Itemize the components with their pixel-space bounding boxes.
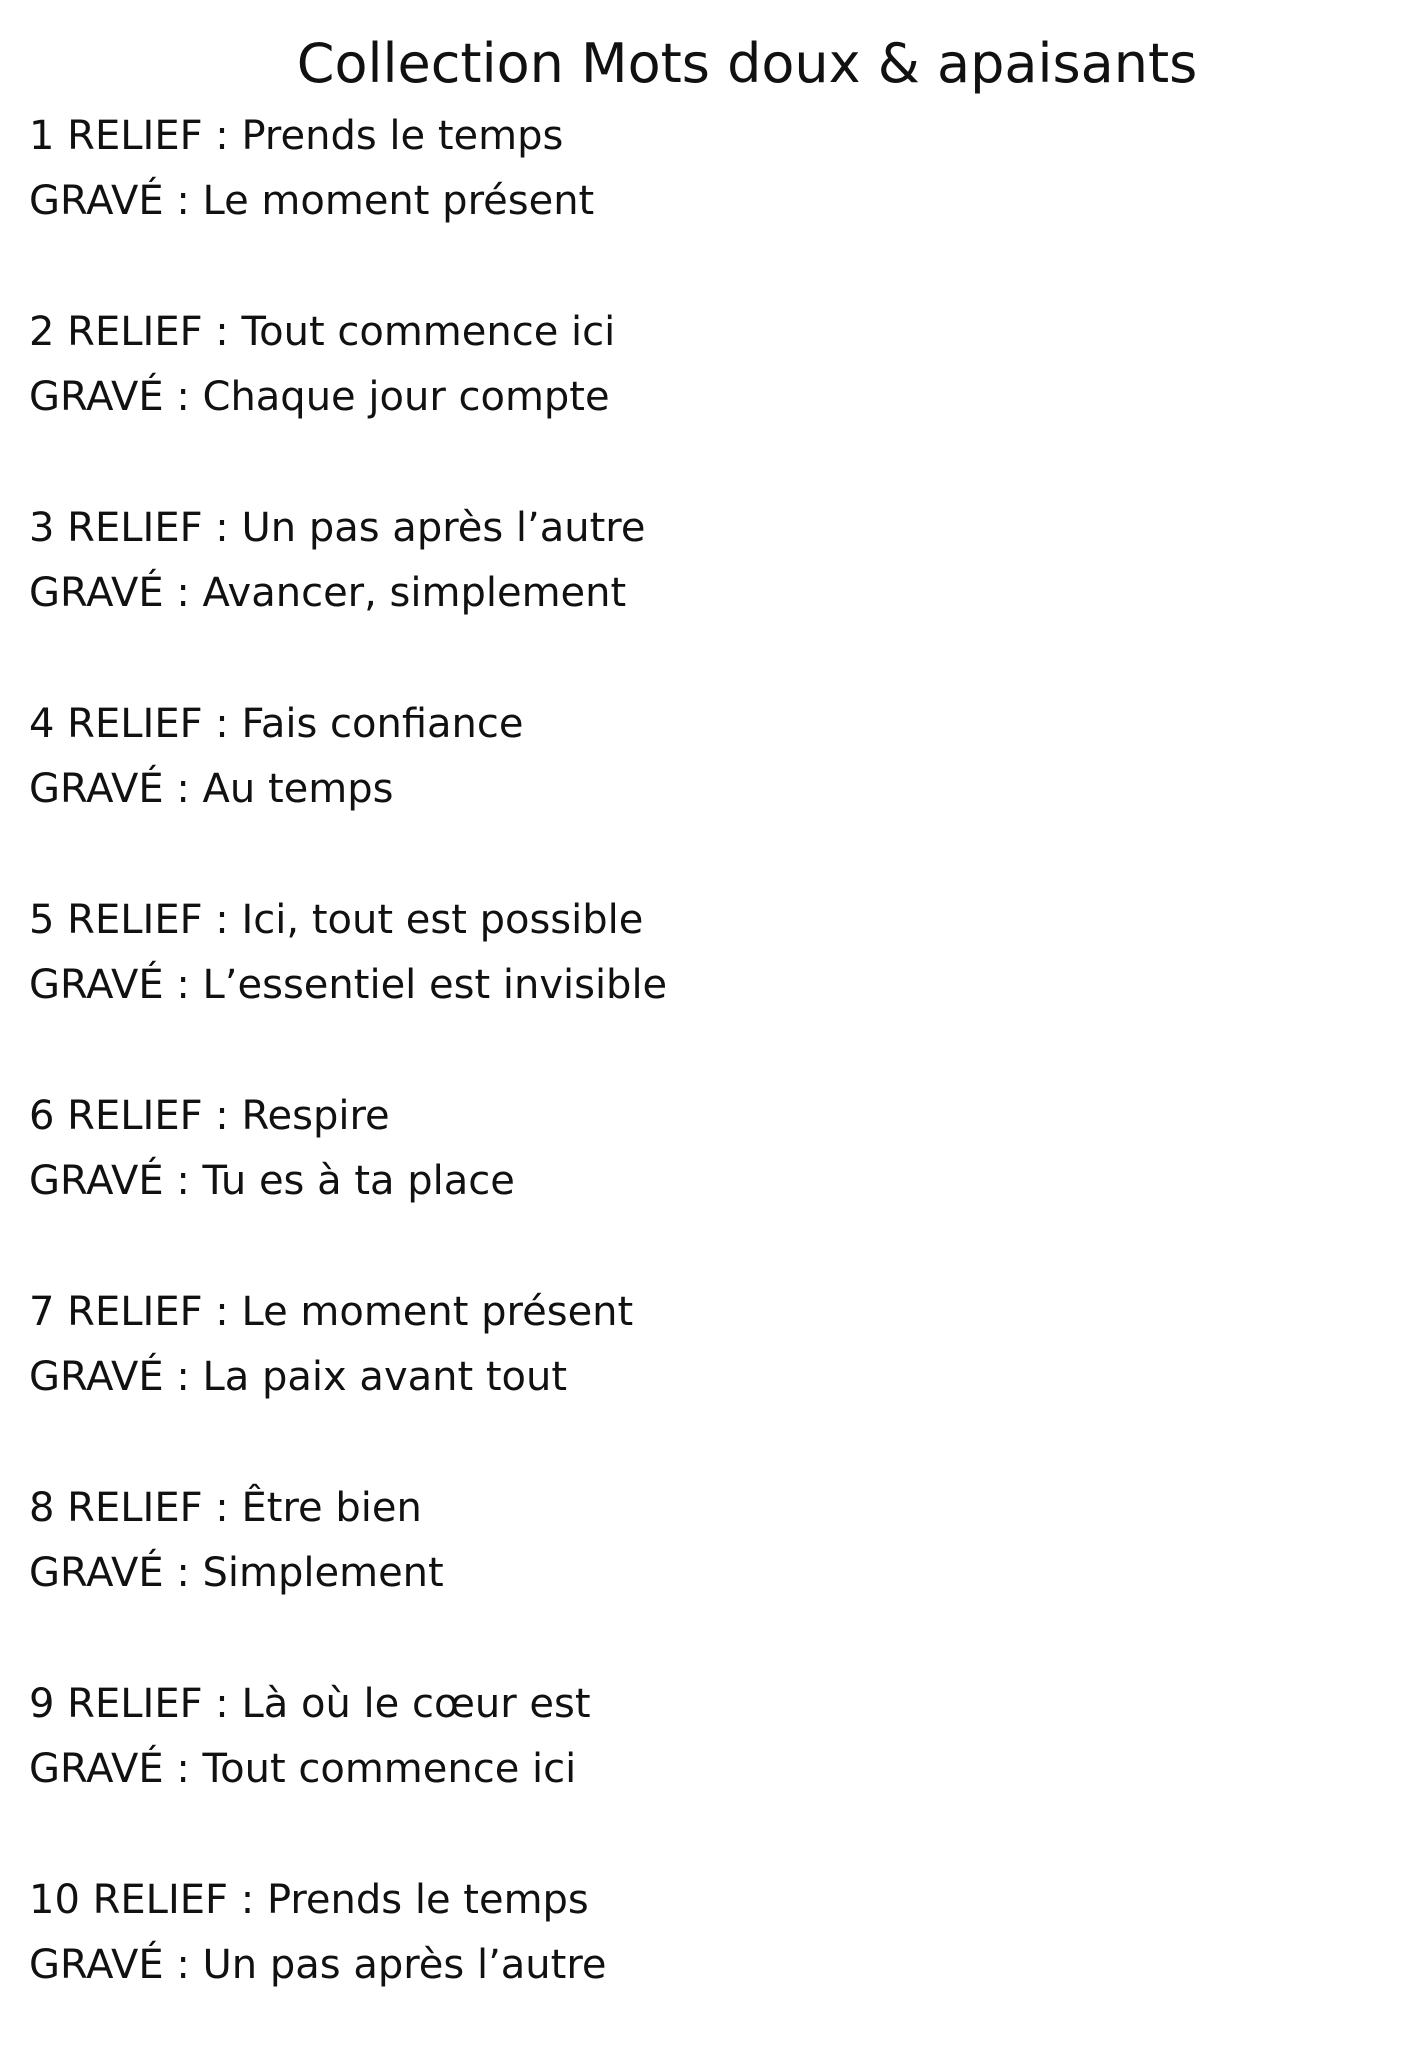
grave-text: GRAVÉ : Tout commence ici	[29, 1746, 577, 1792]
relief-text: 10 RELIEF : Prends le temps	[29, 1877, 589, 1923]
relief-text: 2 RELIEF : Tout commence ici	[29, 309, 616, 355]
list-item	[29, 1868, 1369, 2064]
list-item	[29, 496, 1369, 692]
grave-text: GRAVÉ : Un pas après l’autre	[29, 1942, 607, 1988]
grave-text: GRAVÉ : L’essentiel est invisible	[29, 962, 668, 1008]
relief-text: 1 RELIEF : Prends le temps	[29, 113, 564, 159]
list-item	[29, 1476, 1369, 1672]
list-item	[29, 888, 1369, 1084]
list-item	[29, 1084, 1369, 1280]
list-item	[29, 300, 1369, 496]
grave-text: GRAVÉ : Chaque jour compte	[29, 374, 610, 420]
grave-text: GRAVÉ : Tu es à ta place	[29, 1158, 515, 1204]
relief-text: 9 RELIEF : Là où le cœur est	[29, 1681, 591, 1727]
list-item	[29, 692, 1369, 888]
relief-text: 8 RELIEF : Être bien	[29, 1485, 422, 1531]
list-item	[29, 1672, 1369, 1868]
grave-text: GRAVÉ : La paix avant tout	[29, 1354, 568, 1400]
relief-text: 3 RELIEF : Un pas après l’autre	[29, 505, 646, 551]
list-item	[29, 104, 1369, 300]
grave-text: GRAVÉ : Le moment présent	[29, 178, 595, 224]
page-title: Collection Mots doux & apaisants	[296, 32, 1198, 95]
list-item	[29, 1280, 1369, 1476]
entry-list	[29, 104, 1369, 2064]
relief-text: 7 RELIEF : Le moment présent	[29, 1289, 634, 1335]
grave-text: GRAVÉ : Simplement	[29, 1550, 444, 1596]
relief-text: 5 RELIEF : Ici, tout est possible	[29, 897, 644, 943]
relief-text: 4 RELIEF : Fais confiance	[29, 701, 524, 747]
grave-text: GRAVÉ : Au temps	[29, 766, 394, 812]
relief-text: 6 RELIEF : Respire	[29, 1093, 390, 1139]
grave-text: GRAVÉ : Avancer, simplement	[29, 570, 627, 616]
